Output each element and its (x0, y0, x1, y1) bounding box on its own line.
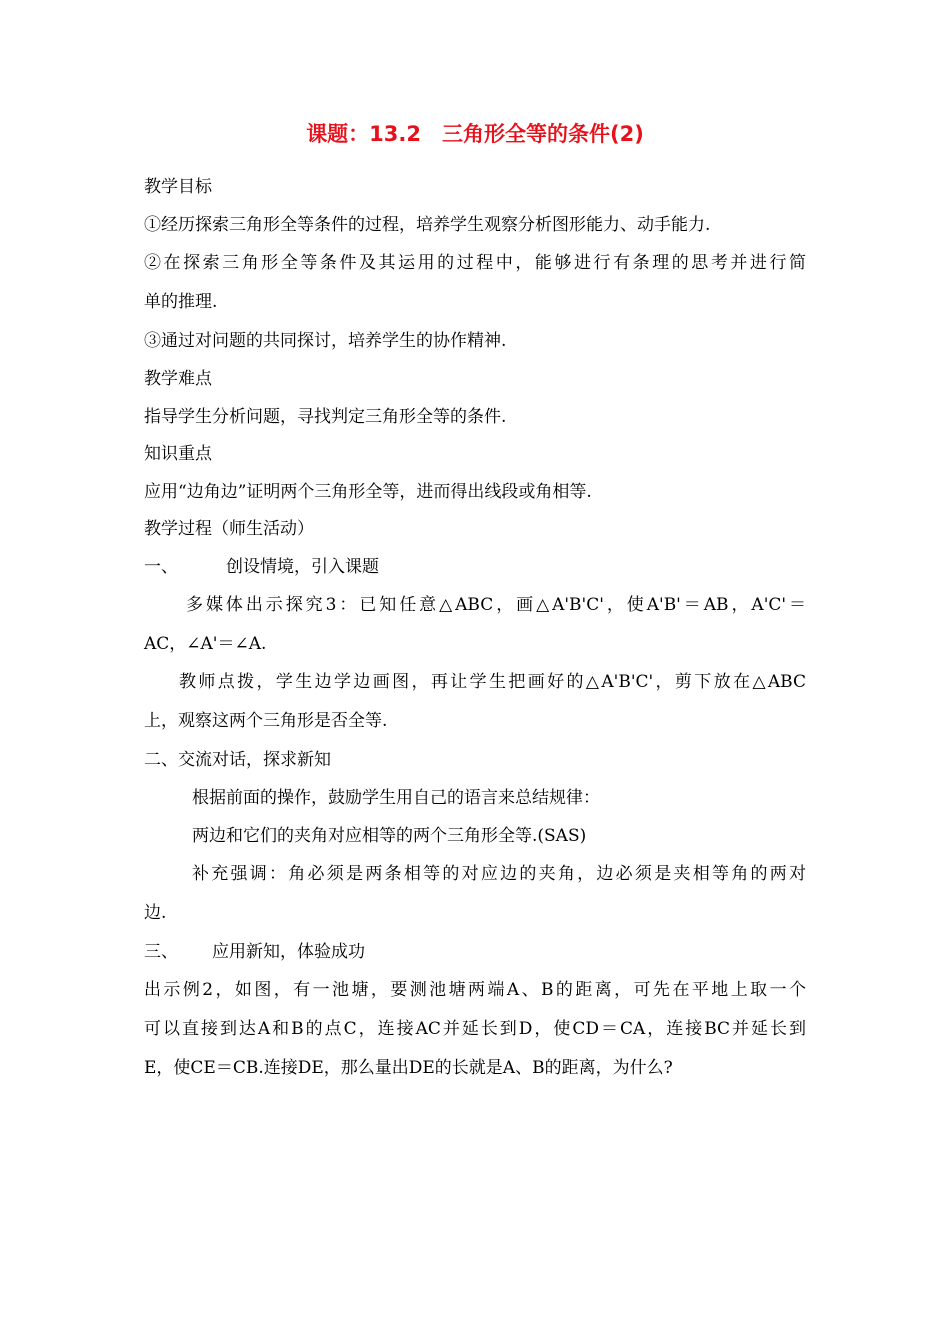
section-1-paragraph-1-line-2: AC，∠A'＝∠A. (144, 634, 267, 654)
section-3-number: 三、 (144, 942, 178, 962)
section-3-heading (144, 940, 365, 964)
difficulty-heading: 教学难点 (144, 369, 212, 389)
section-1-paragraph-1-line-1: 多媒体出示探究3：已知任意△ABC，画△A'B'C'，使A'B'＝AB，A'C'＝ (186, 595, 806, 615)
process-heading: 教学过程（师生活动） (144, 519, 314, 539)
section-2-paragraph-1: 根据前面的操作，鼓励学生用自己的语言来总结规律： (192, 788, 600, 808)
section-1-paragraph-2-line-1: 教师点拨，学生边学边画图，再让学生把画好的△A'B'C'，剪下放在△ABC (179, 672, 806, 692)
objective-3: ③通过对问题的共同探讨，培养学生的协作精神. (144, 331, 507, 351)
objective-2-line-1: ②在探索三角形全等条件及其运用的过程中，能够进行有条理的思考并进行简 (144, 253, 806, 273)
example-2-line-1: 出示例2，如图，有一池塘，要测池塘两端A、B的距离，可先在平地上取一个 (144, 980, 806, 1000)
difficulty-text: 指导学生分析问题，寻找判定三角形全等的条件. (144, 407, 507, 427)
section-2-paragraph-3-line-2: 边. (144, 903, 167, 923)
section-1-heading (144, 555, 379, 579)
section-2-paragraph-3-line-1: 补充强调：角必须是两条相等的对应边的夹角，边必须是夹相等角的两对 (192, 864, 806, 884)
key-heading: 知识重点 (144, 444, 212, 464)
page-title: 课题：13.2 三角形全等的条件(2) (306, 122, 644, 146)
example-2-line-3: E，使CE＝CB.连接DE，那么量出DE的长就是A、B的距离，为什么? (144, 1058, 673, 1078)
section-2-paragraph-2: 两边和它们的夹角对应相等的两个三角形全等.(SAS) (192, 826, 587, 846)
key-text: 应用“边角边”证明两个三角形全等，进而得出线段或角相等. (144, 482, 592, 502)
section-1-title: 创设情境，引入课题 (226, 557, 379, 577)
objective-2-line-2: 单的推理. (144, 292, 218, 312)
section-3-title: 应用新知，体验成功 (212, 942, 365, 962)
objective-1: ①经历探索三角形全等条件的过程，培养学生观察分析图形能力、动手能力. (144, 215, 711, 235)
example-2-line-2: 可以直接到达A和B的点C，连接AC并延长到D，使CD＝CA，连接BC并延长到 (144, 1019, 806, 1039)
section-1-paragraph-2-line-2: 上，观察这两个三角形是否全等. (144, 711, 388, 731)
section-2-heading: 二、交流对话，探求新知 (144, 750, 331, 770)
objectives-heading: 教学目标 (144, 177, 212, 197)
section-1-number: 一、 (144, 557, 178, 577)
